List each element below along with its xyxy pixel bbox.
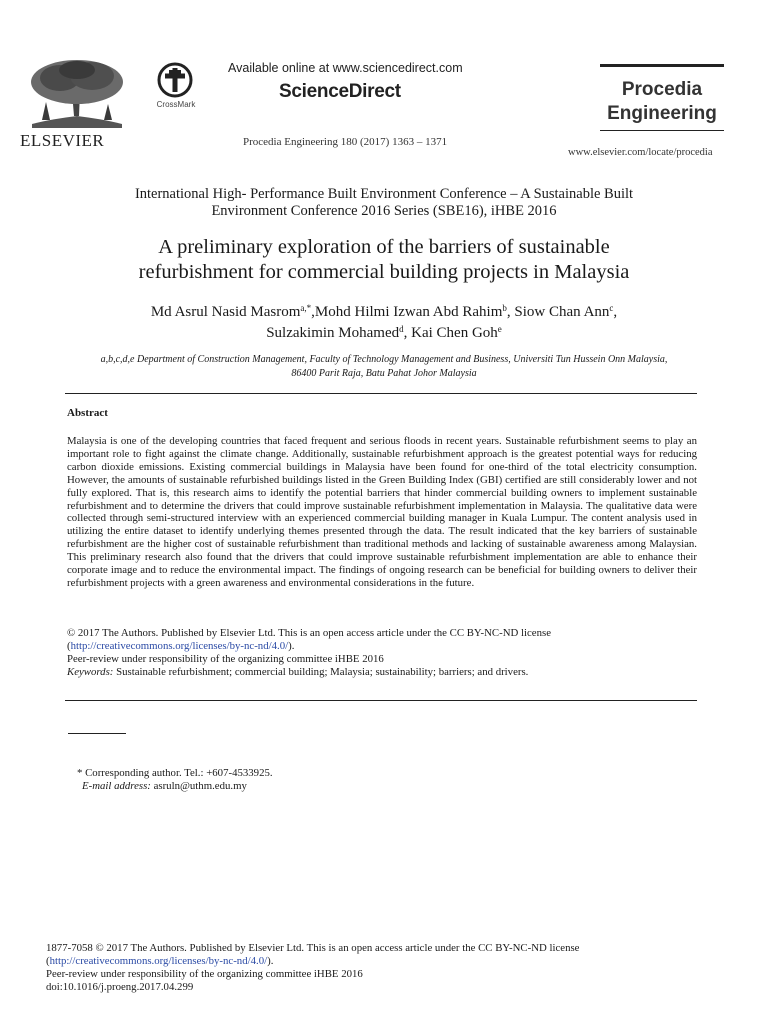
corresponding-author-note: * Corresponding author. Tel.: +607-4533925. [77,767,273,779]
footer-license-text: 1877-7058 © 2017 The Authors. Published by Elsevier Ltd. This is an open access article under the CC BY-NC-ND license [46,942,580,954]
author-name: Md Asrul Nasid Masrom [150,304,301,320]
author-affiliation-mark: e [497,324,502,334]
journal-top-rule [600,64,724,67]
license-link[interactable]: http://creativecommons.org/licenses/by-nc-nd/4.0/ [70,639,289,652]
affiliation-line2: 86400 Parit Raja, Batu Pahat Johor Malaysia [291,367,477,379]
email-label: E-mail address: [82,780,151,792]
license-link-close: ). [288,639,295,652]
author-affiliation-mark: b [502,303,507,313]
abstract-body: Malaysia is one of the developing countries that faced frequent and serious floods in recent years. Sustainable refurbishment seems to play an important role to fight against the climate change. Additionally, sustainable refurbishment approach is the greatest potential ways for reducing carbon dioxide emissions. Existing commercial buildings in Malaysia have been found for one-third of the total electricity consumption. However, the amounts of sustainable refurbished buildings listed in the Green Building Index (GBI) certified are still considerably lower and not fully explored. That is, this research aims to identify the potential barriers that hinder commercial building owners to implement sustainable refurbishment and to determine the drivers that could improve sustainable refurbishment implementation in Malaysia. The qualitative data were collected through semi-structured interview with an experienced commercial building manager in Kuala Lumpur. The content analysis used in utilizing the entire dataset to identify underlying themes presented through the data. The result indicated that the key barriers of sustainable refurbishment are the higher cost of sustainable refurbishment than traditional methods and lacking of sustainable awareness among Malaysian. This preliminary research also found that the drivers that could improve sustainable refurbishment implementation are able to enhance their corporate image and to reduce the environmental impact. The findings of ongoing research can be beneficial for building owners to deliver their refurbishment projects with a green awareness and environmental considerations in the future. [67,435,697,589]
footer-peer-review: Peer-review under responsibility of the organizing committee iHBE 2016 [46,967,363,980]
footnote-rule [68,733,126,734]
journal-name-line1: Procedia [621,79,703,100]
abstract-top-rule [65,393,697,394]
author-affiliation-mark: a,* [300,303,312,313]
author-name: Mohd Hilmi Izwan Abd Rahim [314,304,503,320]
journal-bottom-rule [600,130,724,131]
keywords: Sustainable refurbishment; commercial building; Malaysia; sustainability; barriers; and drivers. [116,665,529,678]
sciencedirect-logo-text: ScienceDirect [279,81,401,102]
affiliation [60,353,708,380]
abstract-bottom-rule [65,700,697,701]
author-affiliation-mark: d [399,324,404,334]
journal-citation: Procedia Engineering 180 (2017) 1363 – 1371 [243,136,448,148]
paper-title-line1: A preliminary exploration of the barriers of sustainable [158,236,610,258]
author-name: Kai Chen Goh [411,325,498,341]
paper-title-line2: refurbishment for commercial building projects in Malaysia [138,261,630,283]
paper-title [60,235,708,285]
peer-review-note: Peer-review under responsibility of the organizing committee iHBE 2016 [67,652,384,665]
author-name: Siow Chan Ann [514,304,610,320]
author-affiliation-mark: c [609,303,614,313]
journal-url-link[interactable]: www.elsevier.com/locate/procedia [568,147,713,158]
footer-license-link[interactable]: http://creativecommons.org/licenses/by-nc-nd/4.0/ [49,954,268,967]
journal-name [600,78,724,126]
keywords-label: Keywords: [67,665,114,678]
conference-name [60,186,708,220]
email-address[interactable]: asruln@uthm.edu.my [153,780,247,792]
elsevier-wordmark: ELSEVIER [20,131,105,150]
available-online-text: Available online at www.sciencedirect.com [228,61,463,75]
affiliation-line1: a,b,c,d,e Department of Construction Management, Faculty of Technology Management and Business, Universiti Tun Hussein Onn Malaysia, [100,354,668,365]
email-note [82,780,247,792]
license-text: © 2017 The Authors. Published by Elsevier Ltd. This is an open access article under the CC BY-NC-ND license [67,627,551,639]
journal-name-line2: Engineering [607,103,717,124]
footer-copyright: 1877-7058 © 2017 The Authors. Published by Elsevier Ltd. This is an open access article under the CC BY-NC-ND license (http://creativecommons.org/licenses/by-nc-nd/4.0/). Peer-review under responsibility of the organizing committee iHBE 2016 doi:10.1016/j.proeng.2017.04.299 [46,942,696,994]
abstract-heading: Abstract [67,407,108,419]
abstract-license: © 2017 The Authors. Published by Elsevier Ltd. This is an open access article under the CC BY-NC-ND license (http://creativecommons.org/licenses/by-nc-nd/4.0/). Peer-review under responsibility of the organizing committee iHBE 2016 Keywords: Sustainable refurbishment; commercial building; Malaysia; sustainability; barriers; and drivers. [67,627,697,679]
conference-line1: International High- Performance Built Environment Conference – A Sustainable Built [134,186,634,202]
conference-line2: Environment Conference 2016 Series (SBE16), iHBE 2016 [211,203,557,219]
footer-link-close: ). [267,954,274,967]
footer-doi[interactable]: doi:10.1016/j.proeng.2017.04.299 [46,980,194,993]
author-name: Sulzakimin Mohamed [266,325,400,341]
author-list: Md Asrul Nasid Masrom$^{a,*}$,Mohd Hilmi Izwan Abd Rahim$^b$, Siow Chan Ann$^c$, Sulzakimin Mohamed$^d$, Kai Chen Goh$^e$ [150,303,618,341]
crossmark-label: CrossMark [156,100,196,109]
